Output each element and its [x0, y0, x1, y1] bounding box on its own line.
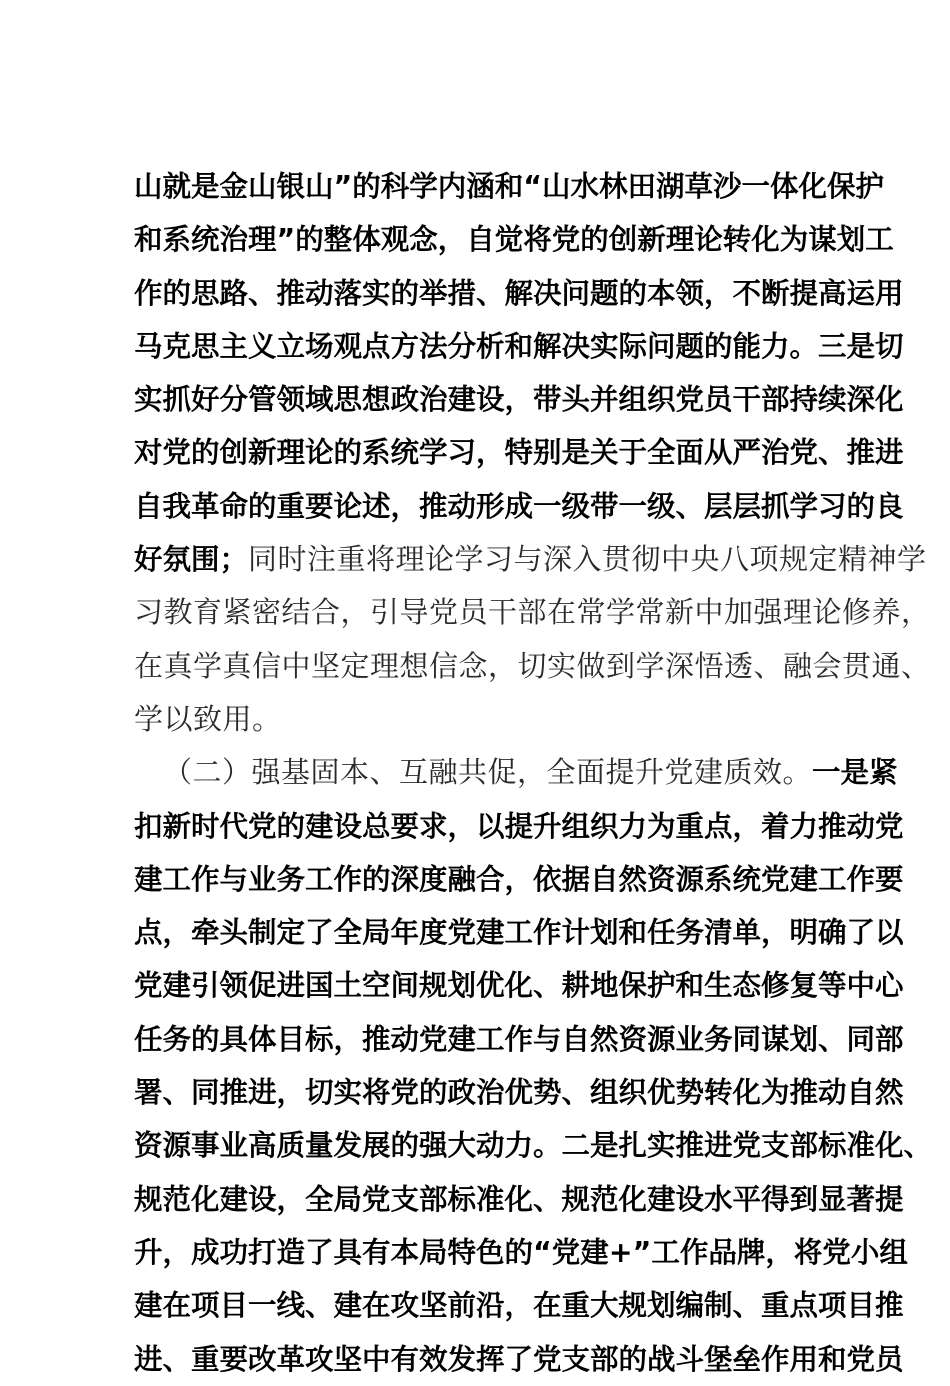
text-line: 建在项目一线、建在攻坚前沿，在重大规划编制、重点项目推 — [134, 1289, 904, 1323]
text-line: 学以致用。 — [134, 701, 282, 736]
text-line: 任务的具体目标，推动党建工作与自然资源业务同谋划、同部 — [134, 1022, 904, 1056]
text-line: 规范化建设，全局党支部标准化、规范化建设水平得到显著提 — [134, 1182, 904, 1216]
text-line: 和系统治理”的整体观念，自觉将党的创新理论转化为谋划工 — [134, 223, 894, 257]
text-line: 点，牵头制定了全局年度党建工作计划和任务清单，明确了以 — [134, 916, 904, 950]
section-heading: （二）强基固本、互融共促，全面提升党建质效。 — [163, 755, 813, 790]
text-line: 在真学真信中坚定理想信念，切实做到学深悟透、融会贯通、 — [134, 648, 931, 683]
text-line: 党建引领促进国土空间规划优化、耕地保护和生态修复等中心 — [134, 969, 904, 1003]
text-line: 山就是金山银山”的科学内涵和“山水林田湖草沙一体化保护 — [134, 170, 884, 203]
text-line: 习教育紧密结合，引导党员干部在常学常新中加强理论修养， — [134, 595, 931, 630]
text-line: 自我革命的重要论述，推动形成一级带一级、层层抓学习的良 — [134, 489, 904, 523]
text-line: 署、同推进，切实将党的政治优势、组织优势转化为推动自然 — [134, 1076, 904, 1110]
body-text — [134, 160, 933, 1386]
text-line-mixed — [134, 533, 927, 586]
text-segment-regular: 同时注重将理论学习与深入贯彻中央八项规定精神学 — [248, 542, 927, 577]
text-segment-bold: 好氛围； — [134, 543, 249, 577]
text-line: 扣新时代党的建设总要求，以提升组织力为重点，着力推动党 — [134, 809, 904, 843]
text-line: 作的思路、推动落实的举措、解决问题的本领，不断提高运用 — [134, 276, 904, 310]
section-heading-line — [134, 746, 898, 799]
text-line: 升，成功打造了具有本局特色的“党建+”工作品牌，将党小组 — [134, 1235, 908, 1269]
text-line: 进、重要改革攻坚中有效发挥了党支部的战斗堡垒作用和党员 — [134, 1342, 904, 1376]
text-segment-bold: 一是紧 — [812, 756, 898, 790]
text-line: 建工作与业务工作的深度融合，依据自然资源系统党建工作要 — [134, 862, 904, 896]
text-line: 对党的创新理论的系统学习，特别是关于全面从严治党、推进 — [134, 436, 904, 470]
text-line: 实抓好分管领域思想政治建设，带头并组织党员干部持续深化 — [134, 383, 904, 417]
text-line: 马克思主义立场观点方法分析和解决实际问题的能力。三是切 — [134, 329, 904, 363]
text-line: 资源事业高质量发展的强大动力。二是扎实推进党支部标准化、 — [134, 1129, 933, 1163]
